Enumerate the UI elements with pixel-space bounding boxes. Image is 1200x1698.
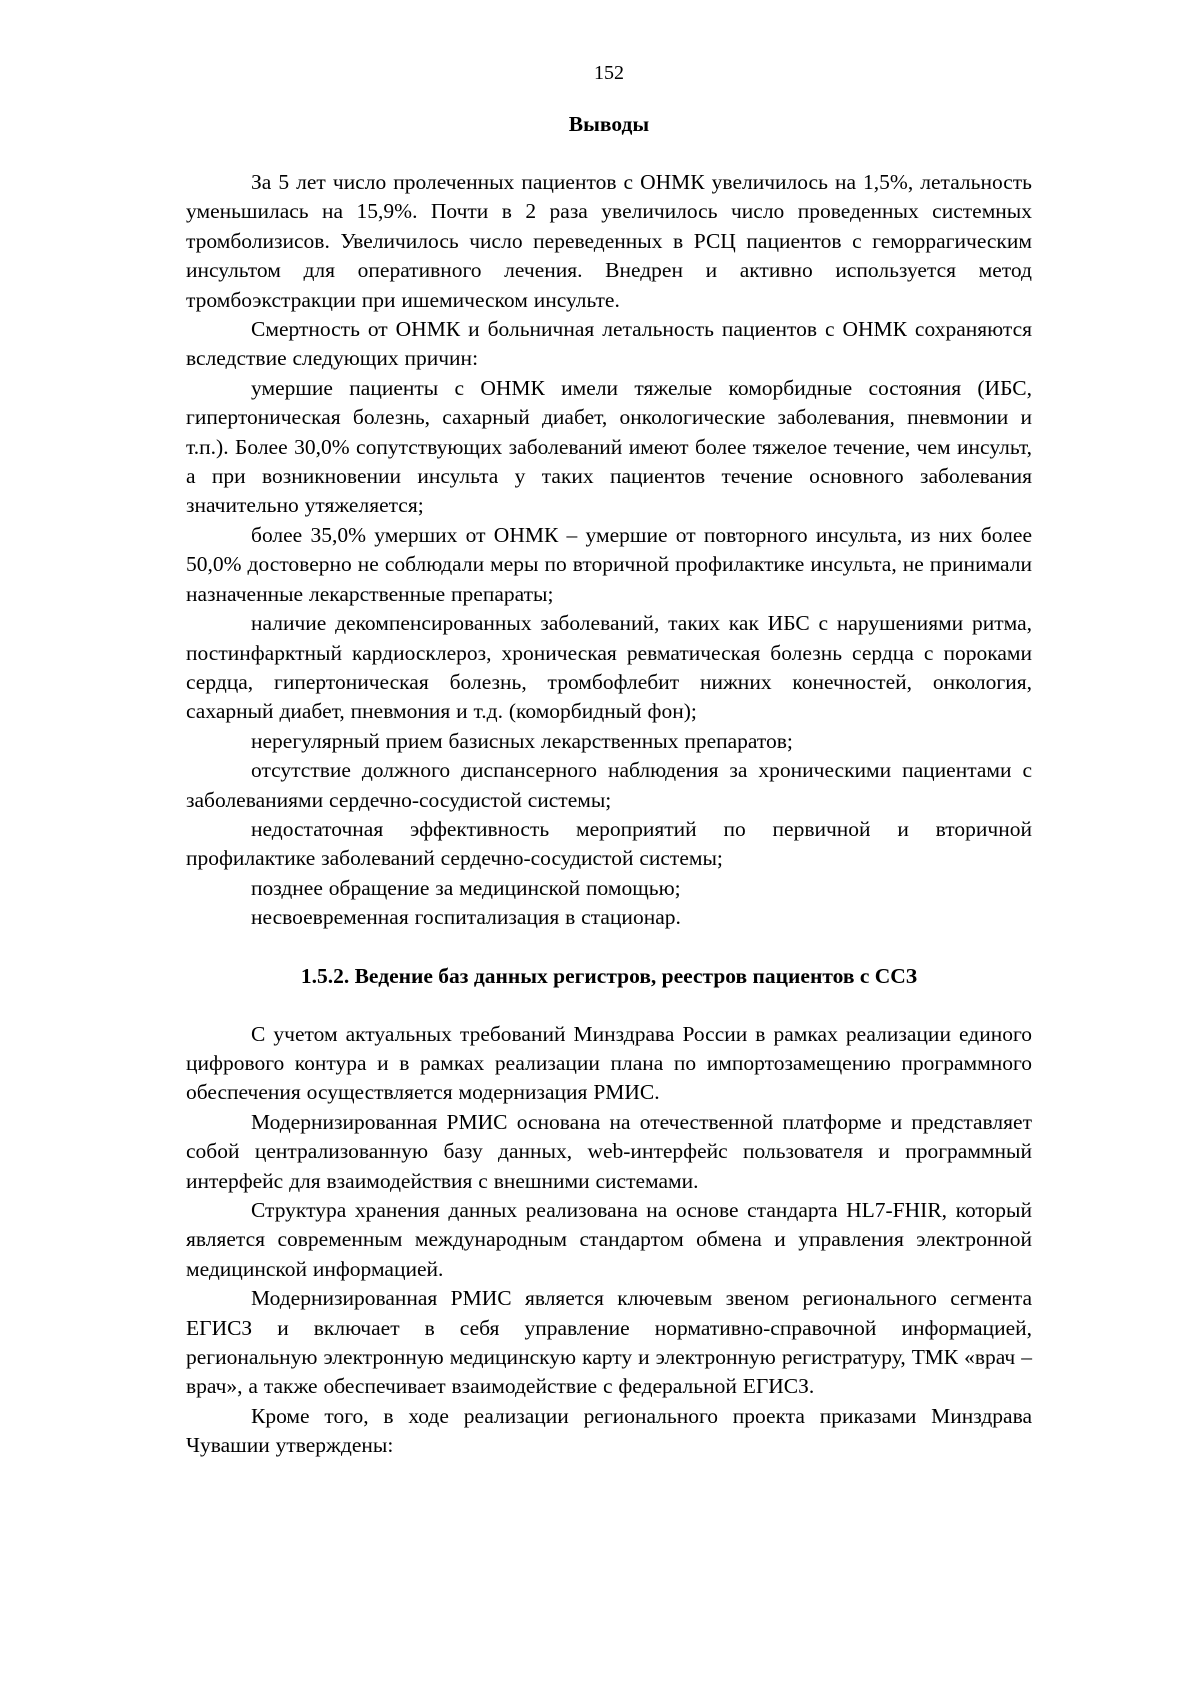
section-title: Выводы bbox=[568, 112, 650, 136]
paragraph: наличие декомпенсированных заболеваний, таких как ИБС с нарушениями ритма, постинфарктный кардиосклероз, хроническая ревматическая болезнь сердца с пороками сердца, гипертоническая болезнь, тромбофлебит нижних конечностей, онкология, сахарный диабет, пневмония и т.д. (коморбидный фон); bbox=[186, 611, 1032, 724]
paragraph: позднее обращение за медицинской помощью; bbox=[251, 875, 681, 900]
paragraph: За 5 лет число пролеченных пациентов с ОНМК увеличилось на 1,5%, летальность уменьшилась на 15,9%. Почти в 2 раза увеличилось число проведенных системных тромболизисов. Увеличилось число переведенных в РСЦ пациентов с геморрагическим инсультом для оперативного лечения. Внедрен и активно используется метод тромбоэкстракции при ишемическом инсульте. bbox=[186, 170, 1032, 312]
page-number: 152 bbox=[594, 62, 624, 84]
paragraph: несвоевременная госпитализация в стационар. bbox=[251, 905, 681, 930]
paragraph: С учетом актуальных требований Минздрава России в рамках реализации единого цифрового контура и в рамках реализации плана по импортозамещению программного обеспечения осуществляется модернизация РМИС. bbox=[186, 1021, 1032, 1105]
paragraph: недостаточная эффективность мероприятий по первичной и вторичной профилактике заболеваний сердечно-сосудистой системы; bbox=[186, 816, 1032, 871]
paragraph: Смертность от ОНМК и больничная летальность пациентов с ОНМК сохраняются вследствие следующих причин: bbox=[186, 317, 1032, 371]
paragraph: Кроме того, в ходе реализации регионального проекта приказами Минздрава Чувашии утверждены: bbox=[186, 1403, 1032, 1458]
paragraph: Модернизированная РМИС является ключевым звеном регионального сегмента ЕГИСЗ и включает в себя управление нормативно-справочной информацией, региональную электронную медицинскую карту и электронную регистратуру, ТМК «врач – врач», а также обеспечивает взаимодействие с федеральной ЕГИСЗ. bbox=[186, 1286, 1032, 1399]
paragraph: Модернизированная РМИС основана на отечественной платформе и представляет собой централизованную базу данных, web-интерфейс пользователя и программный интерфейс для взаимодействия с внешними системами. bbox=[186, 1109, 1032, 1193]
paragraph: более 35,0% умерших от ОНМК – умершие от повторного инсульта, из них более 50,0% достоверно не соблюдали меры по вторичной профилактике инсульта, не принимали назначенные лекарственные препараты; bbox=[186, 522, 1032, 606]
subsection-heading: 1.5.2. Ведение баз данных регистров, реестров пациентов с ССЗ bbox=[300, 963, 918, 988]
paragraph: Структура хранения данных реализована на основе стандарта HL7-FHIR, который является современным международным стандартом обмена и управления электронной медицинской информацией. bbox=[186, 1198, 1032, 1281]
paragraph: нерегулярный прием базисных лекарственных препаратов; bbox=[251, 728, 793, 753]
paragraph: отсутствие должного диспансерного наблюдения за хроническими пациентами с заболеваниями сердечно-сосудистой системы; bbox=[186, 758, 1032, 812]
paragraph: умершие пациенты с ОНМК имели тяжелые коморбидные состояния (ИБС, гипертоническая болезнь, сахарный диабет, онкологические заболевания, пневмонии и т.п.). Более 30,0% сопутствующих заболеваний имеют более тяжелое течение, чем инсульт, а при возникновении инсульта у таких пациентов течение основного заболевания значительно утяжеляется; bbox=[186, 375, 1032, 518]
